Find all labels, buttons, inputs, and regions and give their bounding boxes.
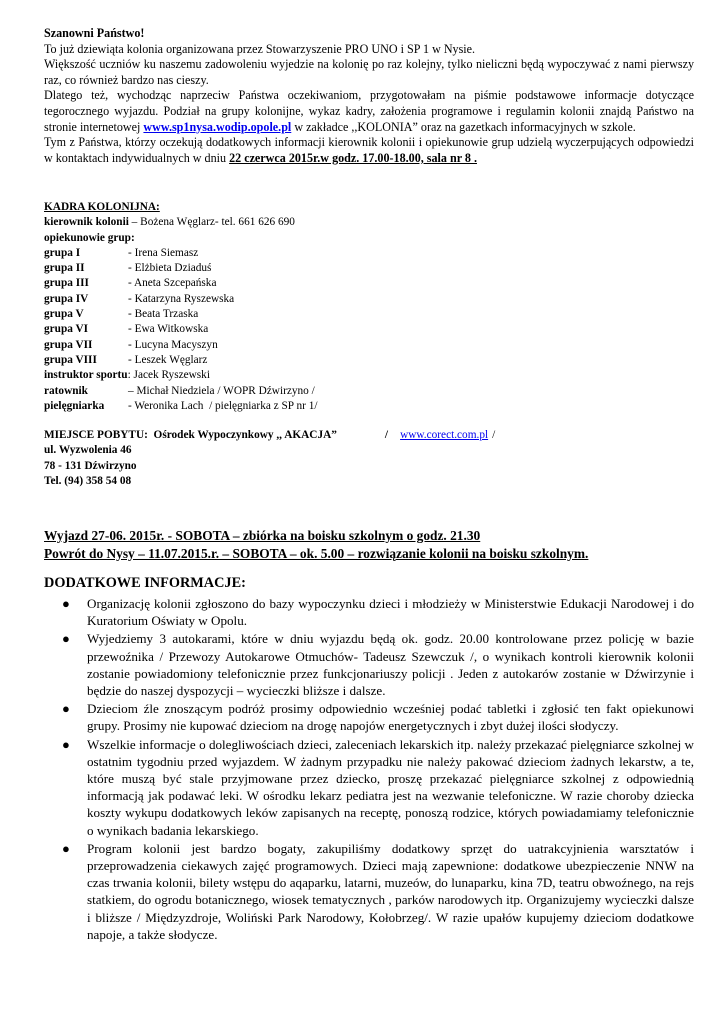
list-item bbox=[60, 736, 694, 839]
group-caretaker: - Katarzyna Ryszewska bbox=[128, 292, 235, 305]
group-list bbox=[44, 246, 684, 368]
group-caretaker: - Ewa Witkowska bbox=[128, 323, 209, 336]
location-name: : Ośrodek Wypoczynkowy ,, AKACJA” bbox=[144, 429, 337, 441]
group-caretaker: - Elżbieta Dziaduś bbox=[128, 262, 212, 275]
group-label: grupa I bbox=[44, 246, 81, 259]
intro-paragraph-4-text: Tym z Państwa, którzy oczekują dodatkowych informacji kierownik kolonii i opiekunowie grup udzielą wyczerpujących odpowiedzi w kontaktach indywidualnych w dniu bbox=[44, 135, 694, 165]
intro-section bbox=[44, 26, 694, 166]
nurse-row bbox=[44, 399, 684, 414]
list-item bbox=[60, 840, 694, 943]
group-label: grupa V bbox=[44, 308, 84, 321]
list-item-text: Dzieciom źle znoszącym podróż prosimy odpowiednio wcześniej podać tabletki i zgłosić ten fakt opiekunowi grupy. Prosimy nie kupować dzieciom na drogę napojów energetycznych i zbyt dużej ilości słodyczy. bbox=[87, 701, 694, 734]
location-section bbox=[44, 428, 684, 489]
group-caretaker: - Beata Trzaska bbox=[128, 308, 199, 321]
group-row bbox=[44, 292, 684, 307]
staff-section bbox=[44, 200, 684, 414]
list-item bbox=[60, 630, 694, 699]
bullet-icon: ● bbox=[62, 736, 70, 752]
list-item-text: Wyjedziemy 3 autokarami, które w dniu wyjazdu będą ok. godz. 20.00 kontrolowane przez policję w bazie przewoźnika / Przewozy Autokarowe Otmuchów- Tadeusz Szewczuk /, o wynikach kontroli kierownik kolonii zostanie powiadomiony telefonicznie przez funkcjonariuszy policji . Jeden z autokarów zostanie w Dźwirzynie i będzie do naszej dyspozycji – wycieczki bliższe i dalsze. bbox=[87, 631, 694, 699]
group-label: grupa IV bbox=[44, 292, 89, 305]
lifeguard-row bbox=[44, 384, 684, 399]
meeting-datetime: 22 czerwca 2015r.w godz. 17.00-18.00, sala nr 8 . bbox=[229, 150, 477, 165]
list-item bbox=[60, 700, 694, 734]
group-row bbox=[44, 246, 684, 261]
departure-line: Wyjazd 27-06. 2015r. - SOBOTA – zbiórka na boisku szkolnym o godz. 21.30 bbox=[44, 528, 481, 543]
location-label: MIEJSCE POBYTU bbox=[44, 429, 145, 441]
intro-paragraph-2: Większość uczniów ku naszemu zadowoleniu wyjedzie na kolonię po raz kolejny, tylko nieliczni będą wypoczywać z nami pierwszy raz, co również bardzo nas cieszy. bbox=[44, 57, 694, 87]
group-caretaker: - Irena Siemasz bbox=[128, 246, 199, 259]
group-row bbox=[44, 276, 684, 291]
staff-header: KADRA KOLONIJNA: bbox=[44, 201, 160, 213]
greeting: Szanowni Państwo! bbox=[44, 26, 145, 40]
location-slash-end: / bbox=[492, 429, 496, 441]
bullet-icon: ● bbox=[62, 840, 70, 856]
lifeguard-label: ratownik bbox=[44, 384, 88, 397]
location-street: ul. Wyzwolenia 46 bbox=[44, 444, 132, 457]
group-label: grupa VII bbox=[44, 338, 93, 351]
location-slash: / bbox=[384, 429, 389, 441]
intro-paragraph-3-text: Dlatego też, wychodząc naprzeciw Państwa oczekiwaniom, przygotowałam na piśmie podstawowe informacje dotyczące tegorocznego wyjazdu. Podział na grupy kolonijne, wykaz kadry, założenia programowe i regulamin kolonii znajdą Państwo na stronie internetowej bbox=[44, 88, 694, 134]
trip-section bbox=[44, 527, 704, 562]
group-label: grupa II bbox=[44, 262, 85, 275]
location-city: 78 - 131 Dźwirzyno bbox=[44, 459, 137, 472]
extra-info-list bbox=[60, 595, 694, 944]
bullet-icon: ● bbox=[62, 596, 70, 611]
sport-row bbox=[44, 368, 684, 383]
intro-paragraph-3-tail: w zakładce ,,KOLONIA” oraz na gazetkach informacyjnych w szkole. bbox=[294, 119, 636, 134]
return-line: Powrót do Nysy – 11.07.2015.r. – SOBOTA – ok. 5.00 – rozwiązanie kolonii na boisku szkolnym. bbox=[44, 545, 589, 561]
extra-info-title: DODATKOWE INFORMACJE: bbox=[44, 575, 246, 591]
list-item-text: Wszelkie informacje o dolegliwościach dzieci, zaleceniach lekarskich itp. należy przekazać pielęgniarce szkolnej w ostatnim tygodniu przed wyjazdem. W żadnym przypadku nie należy pakować dzieciom żadnych lekarstw, a te, które muszą być stale przyjmowane przez dziecko, proszę przekazać pielęgniarce szkolnej z odpowiednią informacją jak podawać leki. W ośrodku lekarz pediatra jest na wezwanie telefoniczne. W razie choroby dziecka koszty wykupu dodatkowych leków zapisanych na receptę, ponoszą rodzice, których powiadamiamy telefonicznie o wynikach badania lekarskiego. bbox=[87, 736, 694, 838]
school-website-link[interactable]: www.sp1nysa.wodip.opole.pl bbox=[143, 119, 292, 134]
group-row bbox=[44, 307, 684, 322]
nurse-value: - Weronika Lach / pielęgniarka z SP nr 1/ bbox=[128, 399, 318, 412]
sport-value: : Jacek Ryszewski bbox=[127, 369, 210, 382]
group-caretaker: - Lucyna Macyszyn bbox=[128, 338, 218, 351]
group-label: grupa VI bbox=[44, 323, 89, 336]
list-item bbox=[60, 595, 694, 629]
group-label: grupa III bbox=[44, 277, 89, 290]
nurse-label: pielęgniarka bbox=[44, 399, 105, 412]
bullet-icon: ● bbox=[62, 701, 70, 717]
group-row bbox=[44, 338, 684, 353]
location-row bbox=[44, 428, 684, 443]
director-row bbox=[44, 215, 684, 230]
group-caretaker: - Leszek Węglarz bbox=[128, 353, 208, 366]
lifeguard-value: – Michał Niedziela / WOPR Dźwirzyno / bbox=[128, 384, 315, 397]
group-row bbox=[44, 353, 684, 368]
group-row bbox=[44, 322, 684, 337]
list-item-text: Program kolonii jest bardzo bogaty, zakupiliśmy dodatkowy sprzęt do uatrakcyjnienia warsztatów i przeprowadzenia ciekawych zajęć programowych. Dzieci mają zapewnione: dodatkowe ubezpieczenie NNW na czas trwania kolonii, bilety wstępu do aqaparku, latarni, muzeów, do lunaparku, kina 7D, teatru obwoźnego, na rejs statkiem, do ogrodu botanicznego, wiosek tematycznych , parków narodowych itp. Organizujemy wycieczki dalsze i bliższe / Międzyzdroje, Woliński Park Narodowy, Kołobrzeg/. W razie upałów kupujemy dzieciom dodatkowe napoje, a także słodycze. bbox=[87, 840, 694, 942]
list-item-text: Organizację kolonii zgłoszono do bazy wypoczynku dzieci i młodzieży w Ministerstwie Edukacji Narodowej i do Kuratorium Oświaty w Opolu. bbox=[87, 596, 694, 629]
intro-paragraph-3 bbox=[44, 88, 694, 135]
location-phone: Tel. (94) 358 54 08 bbox=[44, 474, 132, 487]
intro-paragraph-4 bbox=[44, 135, 694, 166]
director-label: kierownik kolonii bbox=[44, 216, 129, 229]
sport-label: instruktor sportu bbox=[44, 369, 128, 382]
group-label: grupa VIII bbox=[44, 353, 97, 366]
group-row bbox=[44, 261, 684, 276]
bullet-icon: ● bbox=[62, 631, 70, 647]
intro-paragraph-1: To już dziewiąta kolonia organizowana przez Stowarzyszenie PRO UNO i SP 1 w Nysie. bbox=[44, 41, 476, 56]
director-value: – Bożena Węglarz- tel. 661 626 690 bbox=[128, 216, 295, 229]
group-caretaker: - Aneta Szcepańska bbox=[128, 277, 217, 290]
caretakers-label: opiekunowie grup: bbox=[44, 231, 135, 244]
resort-website-link[interactable]: www.corect.com.pl bbox=[400, 429, 489, 441]
